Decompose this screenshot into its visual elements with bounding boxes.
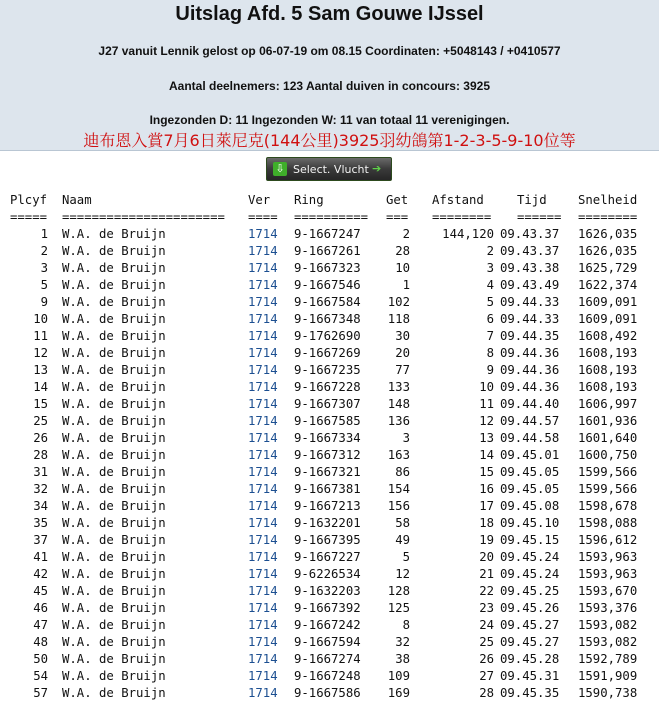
cell-ver[interactable]: 1714 <box>248 686 278 700</box>
cell-ver[interactable]: 1714 <box>248 499 278 513</box>
cell-ver[interactable]: 1714 <box>248 618 278 632</box>
table-row <box>0 532 659 549</box>
cell-naam: W.A. de Bruijn <box>62 601 166 615</box>
cell-plcyf: 25 <box>33 414 48 428</box>
cell-naam: W.A. de Bruijn <box>62 261 166 275</box>
cell-naam: W.A. de Bruijn <box>62 244 166 258</box>
cell-ver[interactable]: 1714 <box>248 397 278 411</box>
cell-afstand: 17 <box>479 499 494 513</box>
cell-naam: W.A. de Bruijn <box>62 618 166 632</box>
table-row <box>0 362 659 379</box>
cell-get: 102 <box>387 295 410 309</box>
cell-get: 28 <box>395 244 410 258</box>
cell-ver[interactable]: 1714 <box>248 584 278 598</box>
cell-get: 118 <box>387 312 410 326</box>
cell-plcyf: 13 <box>33 363 48 377</box>
cell-afstand: 27 <box>479 669 494 683</box>
cell-get: 1 <box>402 278 410 292</box>
cell-get: 148 <box>387 397 410 411</box>
cell-snel: 1591,909 <box>578 669 638 683</box>
cell-ver[interactable]: 1714 <box>248 414 278 428</box>
arrow-right-icon: ➔ <box>372 162 382 175</box>
cell-plcyf: 34 <box>33 499 48 513</box>
cell-snel: 1600,750 <box>578 448 638 462</box>
cell-get: 58 <box>395 516 410 530</box>
cell-naam: W.A. de Bruijn <box>62 227 166 241</box>
table-row <box>0 600 659 617</box>
column-header: Afstand <box>432 193 484 207</box>
cell-naam: W.A. de Bruijn <box>62 414 166 428</box>
table-row <box>0 447 659 464</box>
cell-snel: 1592,789 <box>578 652 638 666</box>
cell-ver[interactable]: 1714 <box>248 533 278 547</box>
cell-ring: 9-1762690 <box>294 329 361 343</box>
table-row <box>0 481 659 498</box>
cell-tijd: 09.45.24 <box>500 567 560 581</box>
cell-tijd: 09.44.36 <box>500 380 560 394</box>
cell-plcyf: 57 <box>33 686 48 700</box>
cell-ring: 9-1632201 <box>294 516 361 530</box>
cell-afstand: 23 <box>479 601 494 615</box>
cell-ring: 9-1667242 <box>294 618 361 632</box>
column-separator: ======== <box>578 210 638 224</box>
column-header: Ver <box>248 193 271 207</box>
cell-naam: W.A. de Bruijn <box>62 329 166 343</box>
cell-get: 20 <box>395 346 410 360</box>
page-header <box>0 0 659 151</box>
cell-ring: 9-1667546 <box>294 278 361 292</box>
cell-get: 169 <box>387 686 410 700</box>
cell-tijd: 09.44.36 <box>500 346 560 360</box>
cell-get: 125 <box>387 601 410 615</box>
cell-ring: 9-1667274 <box>294 652 361 666</box>
select-flight-button[interactable] <box>266 157 392 181</box>
cell-ver[interactable]: 1714 <box>248 278 278 292</box>
table-row <box>0 379 659 396</box>
cell-naam: W.A. de Bruijn <box>62 482 166 496</box>
cell-ring: 9-1667235 <box>294 363 361 377</box>
cell-plcyf: 54 <box>33 669 48 683</box>
cell-get: 30 <box>395 329 410 343</box>
cell-tijd: 09.44.35 <box>500 329 560 343</box>
cell-naam: W.A. de Bruijn <box>62 312 166 326</box>
table-row <box>0 651 659 668</box>
table-separator-row <box>0 209 659 226</box>
cell-afstand: 2 <box>486 244 494 258</box>
table-row <box>0 396 659 413</box>
table-row <box>0 464 659 481</box>
cell-snel: 1622,374 <box>578 278 638 292</box>
cell-ver[interactable]: 1714 <box>248 346 278 360</box>
column-separator: ========== <box>294 210 369 224</box>
cell-ver[interactable]: 1714 <box>248 380 278 394</box>
cell-ring: 9-1667227 <box>294 550 361 564</box>
download-icon: ⇩ <box>273 162 287 176</box>
cell-afstand: 14 <box>479 448 494 462</box>
cell-tijd: 09.45.28 <box>500 652 560 666</box>
cell-snel: 1599,566 <box>578 465 638 479</box>
cell-plcyf: 37 <box>33 533 48 547</box>
cell-snel: 1625,729 <box>578 261 638 275</box>
cell-plcyf: 5 <box>40 278 48 292</box>
cell-tijd: 09.45.08 <box>500 499 560 513</box>
cell-tijd: 09.43.37 <box>500 227 560 241</box>
table-row <box>0 566 659 583</box>
cell-plcyf: 10 <box>33 312 48 326</box>
cell-get: 156 <box>387 499 410 513</box>
cell-plcyf: 1 <box>40 227 48 241</box>
cell-plcyf: 12 <box>33 346 48 360</box>
cell-snel: 1609,091 <box>578 295 638 309</box>
cell-plcyf: 15 <box>33 397 48 411</box>
cell-ver[interactable]: 1714 <box>248 482 278 496</box>
table-row <box>0 277 659 294</box>
cell-ring: 9-1667312 <box>294 448 361 462</box>
cell-plcyf: 11 <box>33 329 48 343</box>
table-row <box>0 685 659 702</box>
table-row <box>0 328 659 345</box>
flight-info: J27 vanuit Lennik gelost op 06-07-19 om 08.15 Coordinaten: +5048143 / +0410577 <box>98 44 561 58</box>
cell-plcyf: 31 <box>33 465 48 479</box>
cell-afstand: 13 <box>479 431 494 445</box>
cell-ring: 9-1667213 <box>294 499 361 513</box>
cell-tijd: 09.44.33 <box>500 312 560 326</box>
cell-get: 77 <box>395 363 410 377</box>
cell-afstand: 25 <box>479 635 494 649</box>
cell-tijd: 09.45.26 <box>500 601 560 615</box>
cell-tijd: 09.45.10 <box>500 516 560 530</box>
cell-ver[interactable]: 1714 <box>248 601 278 615</box>
column-separator: ====================== <box>62 210 225 224</box>
cell-afstand: 4 <box>486 278 494 292</box>
cell-tijd: 09.45.35 <box>500 686 560 700</box>
cell-ring: 9-1632203 <box>294 584 361 598</box>
cell-afstand: 8 <box>486 346 494 360</box>
cell-afstand: 11 <box>479 397 494 411</box>
table-row <box>0 430 659 447</box>
cell-snel: 1593,082 <box>578 635 638 649</box>
column-separator: ====== <box>517 210 562 224</box>
cell-ring: 9-1667307 <box>294 397 361 411</box>
cell-snel: 1593,963 <box>578 550 638 564</box>
cell-ver[interactable]: 1714 <box>248 465 278 479</box>
cell-snel: 1598,678 <box>578 499 638 513</box>
cell-ver[interactable]: 1714 <box>248 227 278 241</box>
cell-naam: W.A. de Bruijn <box>62 686 166 700</box>
cell-snel: 1606,997 <box>578 397 638 411</box>
cell-afstand: 22 <box>479 584 494 598</box>
cell-afstand: 20 <box>479 550 494 564</box>
cell-plcyf: 47 <box>33 618 48 632</box>
cell-tijd: 09.45.25 <box>500 584 560 598</box>
cell-tijd: 09.44.36 <box>500 363 560 377</box>
cell-ring: 9-1667392 <box>294 601 361 615</box>
cell-plcyf: 2 <box>40 244 48 258</box>
cell-naam: W.A. de Bruijn <box>62 635 166 649</box>
table-row <box>0 668 659 685</box>
table-row <box>0 549 659 566</box>
cell-plcyf: 32 <box>33 482 48 496</box>
cell-naam: W.A. de Bruijn <box>62 431 166 445</box>
column-header: Ring <box>294 193 324 207</box>
cell-tijd: 09.45.05 <box>500 465 560 479</box>
table-row <box>0 634 659 651</box>
column-header: Tijd <box>517 193 547 207</box>
cell-afstand: 16 <box>479 482 494 496</box>
cell-snel: 1593,376 <box>578 601 638 615</box>
cell-afstand: 144,120 <box>442 227 494 241</box>
cell-afstand: 19 <box>479 533 494 547</box>
cell-get: 2 <box>402 227 410 241</box>
table-row <box>0 515 659 532</box>
cell-ring: 9-1667247 <box>294 227 361 241</box>
cell-tijd: 09.45.27 <box>500 635 560 649</box>
cell-ring: 9-1667228 <box>294 380 361 394</box>
cell-snel: 1609,091 <box>578 312 638 326</box>
cell-snel: 1608,193 <box>578 346 638 360</box>
cell-afstand: 10 <box>479 380 494 394</box>
cell-tijd: 09.45.01 <box>500 448 560 462</box>
cell-tijd: 09.43.38 <box>500 261 560 275</box>
cell-afstand: 12 <box>479 414 494 428</box>
cell-snel: 1601,936 <box>578 414 638 428</box>
entries-info: Ingezonden D: 11 Ingezonden W: 11 van totaal 11 verenigingen. <box>149 113 510 127</box>
cell-tijd: 09.44.57 <box>500 414 560 428</box>
cell-plcyf: 45 <box>33 584 48 598</box>
cell-afstand: 3 <box>486 261 494 275</box>
cell-ver[interactable]: 1714 <box>248 431 278 445</box>
cell-afstand: 15 <box>479 465 494 479</box>
cell-tijd: 09.44.58 <box>500 431 560 445</box>
cell-tijd: 09.45.24 <box>500 550 560 564</box>
table-row <box>0 498 659 515</box>
cell-naam: W.A. de Bruijn <box>62 295 166 309</box>
column-separator: === <box>386 210 409 224</box>
table-row <box>0 413 659 430</box>
cell-afstand: 9 <box>486 363 494 377</box>
cell-naam: W.A. de Bruijn <box>62 448 166 462</box>
cell-ver[interactable]: 1714 <box>248 652 278 666</box>
cell-ver[interactable]: 1714 <box>248 448 278 462</box>
cell-naam: W.A. de Bruijn <box>62 397 166 411</box>
cell-ver[interactable]: 1714 <box>248 516 278 530</box>
cell-naam: W.A. de Bruijn <box>62 669 166 683</box>
cell-plcyf: 28 <box>33 448 48 462</box>
cell-plcyf: 3 <box>40 261 48 275</box>
cell-snel: 1593,963 <box>578 567 638 581</box>
table-header-row <box>0 192 659 209</box>
cell-ring: 9-1667586 <box>294 686 361 700</box>
cell-naam: W.A. de Bruijn <box>62 346 166 360</box>
cell-ring: 9-6226534 <box>294 567 361 581</box>
cell-ring: 9-1667584 <box>294 295 361 309</box>
cell-naam: W.A. de Bruijn <box>62 533 166 547</box>
cell-get: 133 <box>387 380 410 394</box>
table-row <box>0 345 659 362</box>
table-row <box>0 260 659 277</box>
column-header: Plcyf <box>10 193 48 207</box>
cell-ver[interactable]: 1714 <box>248 363 278 377</box>
cell-ring: 9-1667395 <box>294 533 361 547</box>
cell-ring: 9-1667261 <box>294 244 361 258</box>
cell-get: 10 <box>395 261 410 275</box>
cell-plcyf: 46 <box>33 601 48 615</box>
cell-afstand: 28 <box>479 686 494 700</box>
cell-plcyf: 41 <box>33 550 48 564</box>
column-header: Snelheid <box>578 193 638 207</box>
cell-plcyf: 26 <box>33 431 48 445</box>
column-separator: ==== <box>248 210 278 224</box>
table-row <box>0 311 659 328</box>
cell-afstand: 18 <box>479 516 494 530</box>
cell-afstand: 5 <box>486 295 494 309</box>
cell-get: 109 <box>387 669 410 683</box>
cell-naam: W.A. de Bruijn <box>62 516 166 530</box>
cell-snel: 1590,738 <box>578 686 638 700</box>
cell-ver[interactable]: 1714 <box>248 550 278 564</box>
cell-afstand: 24 <box>479 618 494 632</box>
cell-naam: W.A. de Bruijn <box>62 584 166 598</box>
cell-tijd: 09.45.31 <box>500 669 560 683</box>
cell-ring: 9-1667248 <box>294 669 361 683</box>
cell-tijd: 09.44.33 <box>500 295 560 309</box>
cell-afstand: 6 <box>486 312 494 326</box>
cell-naam: W.A. de Bruijn <box>62 550 166 564</box>
cell-tijd: 09.43.49 <box>500 278 560 292</box>
column-header: Naam <box>62 193 92 207</box>
cell-tijd: 09.45.05 <box>500 482 560 496</box>
cell-afstand: 26 <box>479 652 494 666</box>
cell-naam: W.A. de Bruijn <box>62 652 166 666</box>
cell-naam: W.A. de Bruijn <box>62 465 166 479</box>
cell-get: 3 <box>402 431 410 445</box>
cell-get: 8 <box>402 618 410 632</box>
cell-ver[interactable]: 1714 <box>248 244 278 258</box>
cell-naam: W.A. de Bruijn <box>62 363 166 377</box>
cell-tijd: 09.45.15 <box>500 533 560 547</box>
cell-get: 49 <box>395 533 410 547</box>
column-separator: ======== <box>432 210 492 224</box>
cell-get: 5 <box>402 550 410 564</box>
chinese-caption: 迪布恩入賞7月6日萊尼克(144公里)3925羽幼鴿第1-2-3-5-9-10位等 <box>83 131 576 150</box>
cell-ver[interactable]: 1714 <box>248 312 278 326</box>
cell-snel: 1599,566 <box>578 482 638 496</box>
cell-get: 38 <box>395 652 410 666</box>
cell-snel: 1608,193 <box>578 380 638 394</box>
participants-info: Aantal deelnemers: 123 Aantal duiven in concours: 3925 <box>169 79 490 93</box>
cell-get: 136 <box>387 414 410 428</box>
cell-ring: 9-1667594 <box>294 635 361 649</box>
cell-ver[interactable]: 1714 <box>248 567 278 581</box>
cell-snel: 1608,193 <box>578 363 638 377</box>
cell-get: 154 <box>387 482 410 496</box>
cell-tijd: 09.43.37 <box>500 244 560 258</box>
cell-ver[interactable]: 1714 <box>248 329 278 343</box>
table-row <box>0 294 659 311</box>
page-title: Uitslag Afd. 5 Sam Gouwe IJssel <box>175 3 484 25</box>
cell-snel: 1626,035 <box>578 227 638 241</box>
cell-plcyf: 35 <box>33 516 48 530</box>
cell-plcyf: 50 <box>33 652 48 666</box>
button-row <box>0 157 659 183</box>
table-row <box>0 226 659 243</box>
cell-ring: 9-1667348 <box>294 312 361 326</box>
cell-ring: 9-1667334 <box>294 431 361 445</box>
cell-plcyf: 9 <box>40 295 48 309</box>
cell-afstand: 21 <box>479 567 494 581</box>
cell-afstand: 7 <box>486 329 494 343</box>
cell-naam: W.A. de Bruijn <box>62 278 166 292</box>
cell-ver[interactable]: 1714 <box>248 295 278 309</box>
cell-naam: W.A. de Bruijn <box>62 499 166 513</box>
cell-ring: 9-1667269 <box>294 346 361 360</box>
column-separator: ===== <box>10 210 48 224</box>
table-row <box>0 617 659 634</box>
cell-snel: 1593,082 <box>578 618 638 632</box>
cell-plcyf: 14 <box>33 380 48 394</box>
cell-ring: 9-1667381 <box>294 482 361 496</box>
cell-get: 12 <box>395 567 410 581</box>
cell-snel: 1593,670 <box>578 584 638 598</box>
cell-ring: 9-1667321 <box>294 465 361 479</box>
select-flight-label: Select. Vlucht <box>293 163 369 176</box>
cell-snel: 1601,640 <box>578 431 638 445</box>
cell-get: 163 <box>387 448 410 462</box>
cell-ver[interactable]: 1714 <box>248 635 278 649</box>
table-row <box>0 583 659 600</box>
cell-plcyf: 42 <box>33 567 48 581</box>
cell-ver[interactable]: 1714 <box>248 261 278 275</box>
cell-get: 32 <box>395 635 410 649</box>
column-header: Get <box>386 193 409 207</box>
cell-get: 128 <box>387 584 410 598</box>
table-row <box>0 243 659 260</box>
cell-get: 86 <box>395 465 410 479</box>
cell-ring: 9-1667585 <box>294 414 361 428</box>
cell-snel: 1608,492 <box>578 329 638 343</box>
cell-tijd: 09.45.27 <box>500 618 560 632</box>
cell-snel: 1626,035 <box>578 244 638 258</box>
cell-snel: 1596,612 <box>578 533 638 547</box>
cell-naam: W.A. de Bruijn <box>62 380 166 394</box>
cell-snel: 1598,088 <box>578 516 638 530</box>
cell-tijd: 09.44.40 <box>500 397 560 411</box>
cell-ring: 9-1667323 <box>294 261 361 275</box>
cell-naam: W.A. de Bruijn <box>62 567 166 581</box>
cell-ver[interactable]: 1714 <box>248 669 278 683</box>
cell-plcyf: 48 <box>33 635 48 649</box>
